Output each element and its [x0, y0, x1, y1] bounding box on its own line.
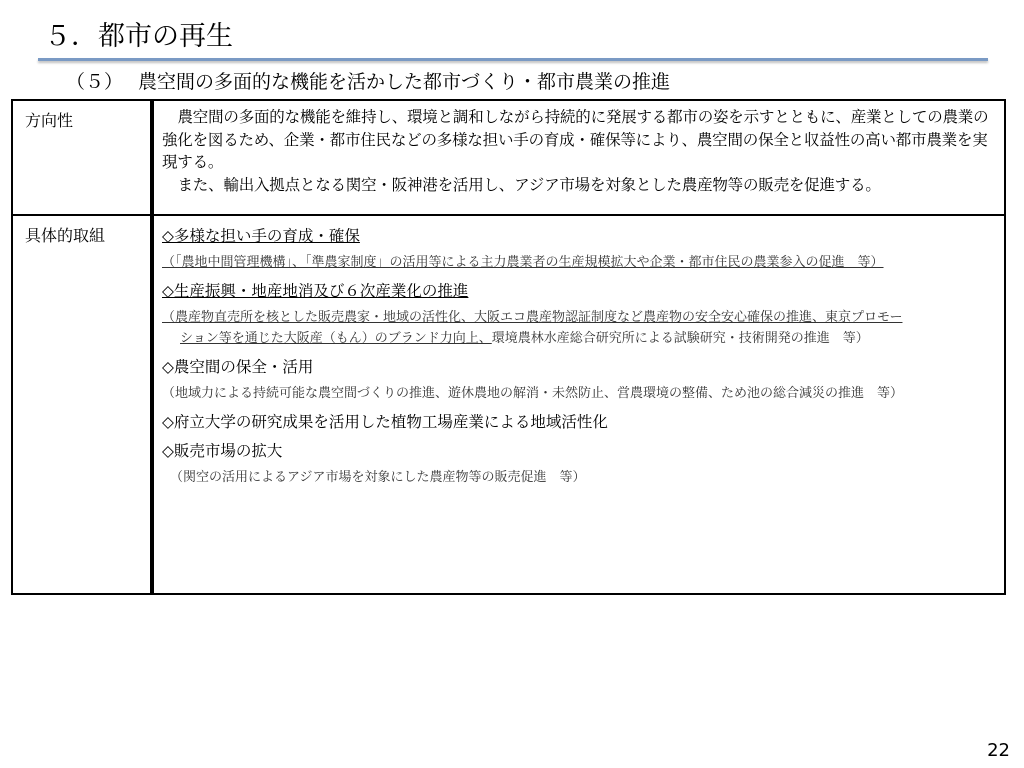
item-detail: （地域力による持続可能な農空間づくりの推進、遊休農地の解消・未然防止、営農環境の整備、ため池の総合減災の推進 等） [162, 386, 904, 401]
item-detail-line2-underlined: ション等を通じた大阪産（もん）のブランド力向上、 [180, 331, 492, 346]
item-detail: （関空の活用によるアジア市場を対象にした農産物等の販売促進 等） [170, 470, 586, 485]
specific-row [12, 215, 1005, 594]
item-detail-line2 [162, 328, 994, 349]
slide-title: ５．都市の再生 [44, 21, 233, 52]
item-heading: ◇販売市場の拡大 [162, 442, 283, 460]
specific-label: 具体的取組 [12, 215, 152, 594]
list-item [162, 357, 994, 404]
page-number: 22 [987, 740, 1010, 761]
section-heading [66, 69, 670, 95]
direction-label: 方向性 [12, 100, 152, 215]
item-heading: ◇府立大学の研究成果を活用した植物工場産業による地域活性化 [162, 413, 608, 431]
section-title: 農空間の多面的な機能を活かした都市づくり・都市農業の推進 [138, 71, 671, 93]
direction-paragraph-2: また、輸出入拠点となる関空・阪神港を活用し、アジア市場を対象とした農産物等の販売を促進する。 [177, 175, 881, 194]
list-item [162, 412, 994, 433]
item-detail: （「農地中間管理機構」、「準農家制度」の活用等による主力農業者の生産規模拡大や企業・都市住民の農業参入の促進 等） [162, 255, 884, 270]
section-number: （５） [66, 71, 124, 93]
title-divider [38, 58, 988, 61]
item-heading: ◇生産振興・地産地消及び６次産業化の推進 [162, 282, 469, 300]
item-detail [162, 307, 994, 349]
direction-row [12, 100, 1005, 215]
item-detail-line1: （農産物直売所を核とした販売農家・地域の活性化、大阪エコ農産物認証制度など農産物の安全安心確保の推進、東京プロモー [162, 310, 903, 325]
direction-paragraph-1: 農空間の多面的な機能を維持し、環境と調和しながら持続的に発展する都市の姿を示すとともに、産業としての農業の強化を図るため、企業・都市住民などの多様な担い手の育成・確保等により、農空間の保全と収益性の高い都市農業を実現する。 [162, 108, 989, 171]
item-heading: ◇多様な担い手の育成・確保 [162, 227, 360, 245]
list-item [162, 441, 994, 488]
direction-body [152, 100, 1005, 215]
specific-body [152, 215, 1005, 594]
list-item [162, 281, 994, 349]
list-item [162, 226, 994, 273]
policy-table [11, 99, 1006, 595]
item-heading: ◇農空間の保全・活用 [162, 358, 314, 376]
item-detail-line2-plain: 環境農林水産総合研究所による試験研究・技術開発の推進 等） [491, 331, 869, 346]
